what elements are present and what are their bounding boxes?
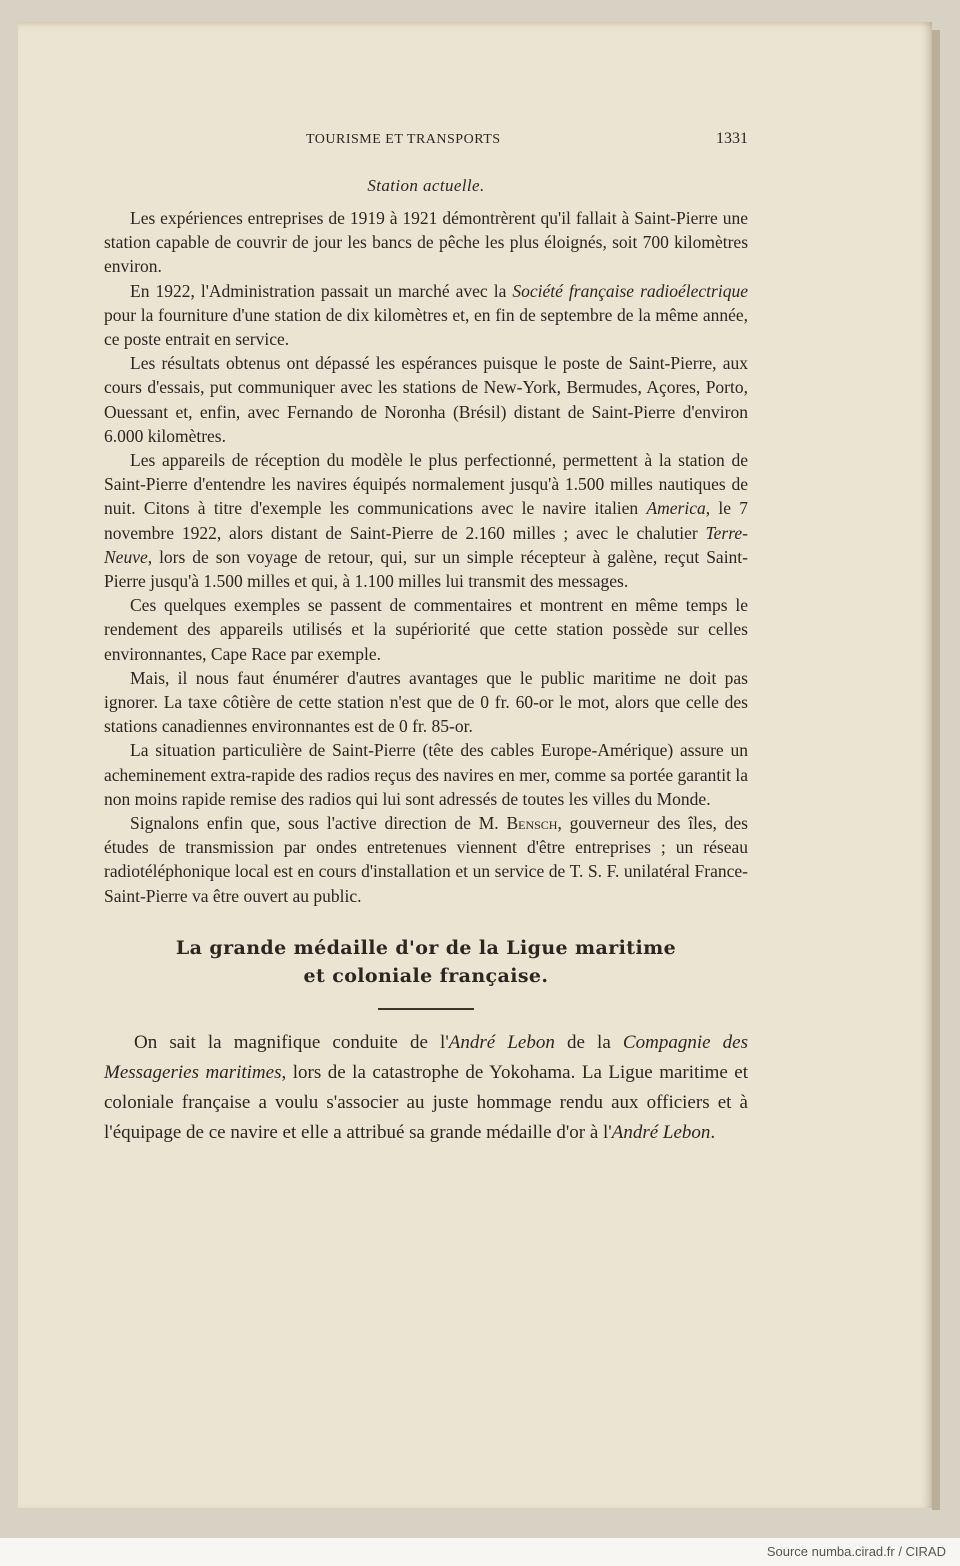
- article-text: [104, 1028, 748, 1148]
- paragraph-text: On sait la magnifique conduite de l': [134, 1031, 449, 1053]
- paragraph-text: Les appareils de réception du modèle le plus perfectionné, permettent à la station de Saint-Pierre d'entendre les navires équipés normalement jusqu'à 1.500 milles nautiques de nuit. Citons à titre d'exemple les communications avec le navire italien: [104, 450, 748, 519]
- section-title: Station actuelle.: [367, 176, 485, 195]
- paragraph-text: , lors de la catastrophe de Yokohama. La Ligue maritime et coloniale française a voulu s'associer au juste hommage rendu aux officiers et à l'équipage de ce navire et elle a attribué sa grande médaille d'or à l': [104, 1061, 748, 1143]
- paragraph: Ces quelques exemples se passent de commentaires et montrent en même temps le rendement des appareils utilisés et la supériorité que cette station possède sur celles environnantes, Cape Race par exemple.: [104, 595, 748, 664]
- page-content: [104, 130, 748, 1148]
- page-number: 1331: [716, 130, 748, 147]
- paragraph: [104, 448, 748, 593]
- article-body: [104, 206, 748, 908]
- running-title: TOURISME ET TRANSPORTS: [306, 132, 501, 147]
- article-heading-line: La grande médaille d'or de la Ligue maritime: [175, 936, 677, 959]
- paragraph: La situation particulière de Saint-Pierre (tête des cables Europe-Amérique) assure un acheminement extra-rapide des radios reçus des navires en mer, comme sa portée garantit la non moins rapide remise des radios qui lui sont adressés de toutes les villes du Monde.: [104, 740, 748, 809]
- paragraph-text: , lors de son voyage de retour, qui, sur un simple récepteur à galène, reçut Saint-Pierre jusqu'à 1.500 milles et qui, à 1.100 milles lui transmit des messages.: [104, 546, 748, 592]
- paragraph: Mais, il nous faut énumérer d'autres avantages que le public maritime ne doit pas ignorer. La taxe côtière de cette station n'est que de 0 fr. 60-or le mot, alors que celle des stations canadiennes environnantes est de 0 fr. 85-or.: [104, 667, 748, 737]
- divider-rule: [378, 1008, 474, 1010]
- paragraph: Les expériences entreprises de 1919 à 1921 démontrèrent qu'il fallait à Saint-Pierre une station capable de couvrir de jour les bancs de pêche les plus éloignés, soit 700 kilomètres environ.: [104, 208, 748, 277]
- article-heading: [104, 934, 748, 990]
- italic-text: André Lebon: [448, 1031, 555, 1053]
- italic-text: Compagnie des Messageries maritimes: [104, 1031, 748, 1083]
- paragraph: Les résultats obtenus ont dépassé les espérances puisque le poste de Saint-Pierre, aux cours d'essais, put communiquer avec les stations de New-York, Bermudes, Açores, Porto, Ouessant et, enfin, avec Fernando de Noronha (Brésil) distant de Saint-Pierre d'environ 6.000 kilomètres.: [104, 353, 748, 446]
- italic-text: André Lebon: [611, 1121, 711, 1143]
- paragraph: [104, 1028, 748, 1148]
- paragraph-text: , gouverneur des îles, des études de transmission par ondes entretenues viennent d'être entreprises ; un réseau radiotéléphonique local est en cours d'installation et un service de T. S. F. unilatéral France-Saint-Pierre va être ouvert au public.: [104, 813, 748, 906]
- italic-text: Société française radioélectrique: [512, 280, 748, 301]
- paragraph-text: Signalons enfin que, sous l'active direction de M.: [130, 813, 507, 834]
- paragraph: [104, 279, 748, 352]
- article-heading-line: et coloniale française.: [303, 964, 549, 987]
- source-credit: Source numba.cirad.fr / CIRAD: [766, 1544, 946, 1559]
- running-head: [104, 130, 748, 156]
- paragraph-text: En 1922, l'Administration passait un marché avec la: [130, 280, 513, 301]
- italic-text: Terre-Neuve: [104, 522, 748, 567]
- paragraph: [104, 811, 748, 908]
- paragraph-text: .: [710, 1121, 716, 1143]
- paragraph-text: pour la fourniture d'une station de dix kilomètres et, en fin de septembre de la même année, ce poste entrait en service.: [104, 304, 748, 350]
- italic-text: America: [646, 498, 706, 519]
- page-edge: [932, 30, 940, 1510]
- small-caps-name: Bensch: [506, 813, 558, 834]
- paragraph-text: de la: [554, 1031, 623, 1053]
- paragraph-text: , le 7 novembre 1922, alors distant de Saint-Pierre de 2.160 milles ; avec le chalutier: [104, 498, 748, 543]
